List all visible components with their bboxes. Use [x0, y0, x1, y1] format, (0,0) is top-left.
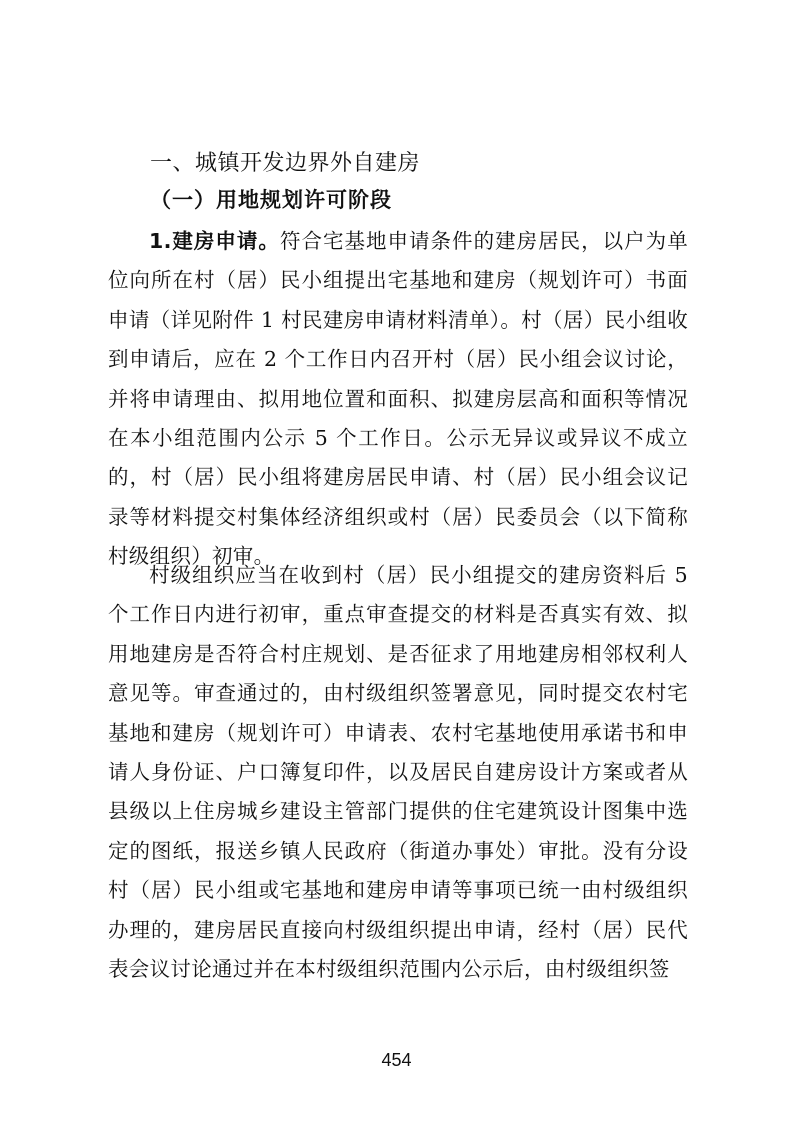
section-heading: 一、城镇开发边界外自建房: [150, 151, 421, 176]
paragraph-building-application: [108, 222, 688, 577]
paragraph-lead: 1.建房申请。: [149, 229, 280, 253]
paragraph-village-review: 村级组织应当在收到村（居）民小组提交的建房资料后 5 个工作日内进行初审，重点审查提交的材料是否真实有效、拟用地建房是否符合村庄规划、是否征求了用地建房相邻权利人意见等。审查通过的，由村级组织签署意见，同时提交农村宅基地和建房（规划许可）申请表、农村宅基地使用承诺书和申请人身份证、户口簿复印件，以及居民自建房设计方案或者从县级以上住房城乡建设主管部门提供的住宅建筑设计图集中选定的图纸，报送乡镇人民政府（街道办事处）审批。没有分设村（居）民小组或宅基地和建房申请等事项已统一由村级组织办理的，建房居民直接向村级组织提出申请，经村（居）民代表会议讨论通过并在本村级组织范围内公示后，由村级组织签: [108, 563, 688, 982]
page-number: 454: [381, 1050, 412, 1070]
subsection-heading: （一）用地规划许可阶段: [150, 188, 392, 212]
paragraph-body: 符合宅基地申请条件的建房居民，以户为单位向所在村（居）民小组提出宅基地和建房（规划许可）书面申请（详见附件 1 村民建房申请材料清单）。村（居）民小组收到申请后，应在 2 个工作日内召开村（居）民小组会议讨论，并将申请理由、拟用地位置和面积、拟建房层高和面积等情况在本小组范围内公示 5 个工作日。公示无异议或异议不成立的，村（居）民小组将建房居民申请、村（居）民小组会议记录等材料提交村集体经济组织或村（居）民委员会（以下简称村级组织）初审。: [108, 229, 688, 569]
